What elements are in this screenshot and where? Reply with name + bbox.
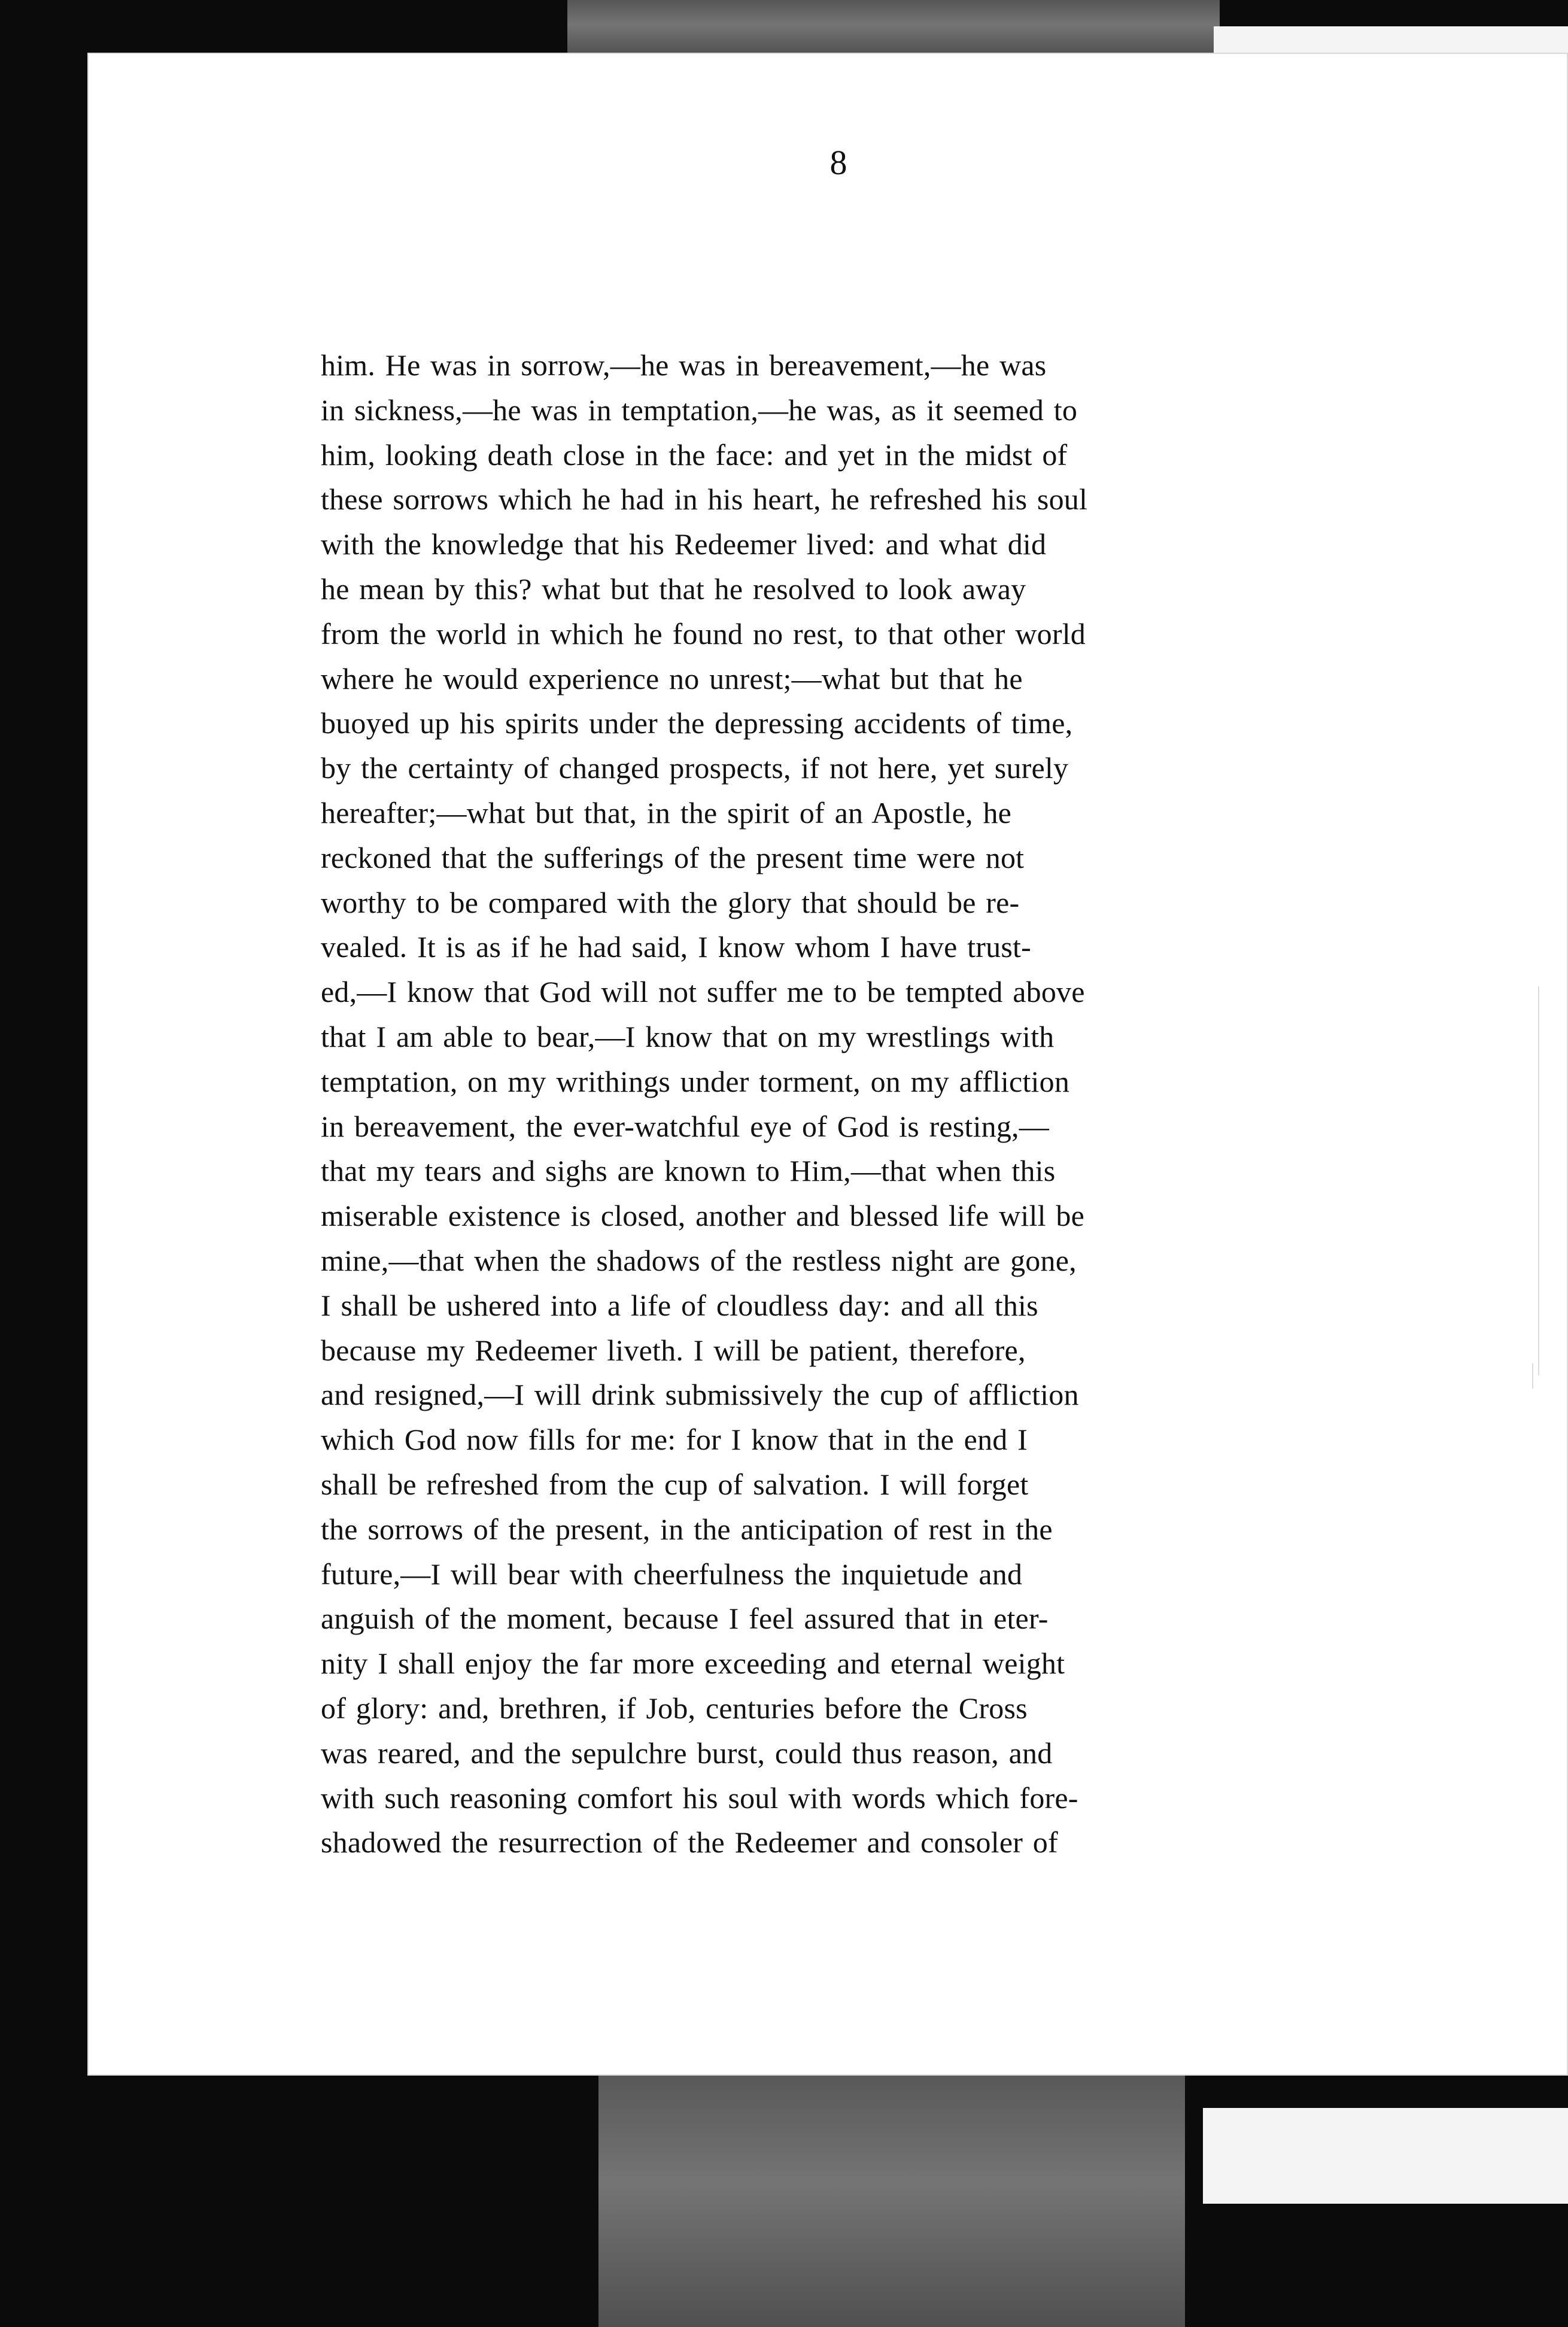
text-line: ed,—I know that God will not suffer me to be tempted above	[321, 975, 1085, 1009]
text-line: shall be refreshed from the cup of salvation. I will forget	[321, 1467, 1029, 1501]
text-line: by the certainty of changed prospects, if not here, yet surely	[321, 751, 1069, 785]
margin-mark	[1531, 986, 1539, 1375]
bottom-right-paper-tab	[1203, 2108, 1568, 2204]
text-line: him. He was in sorrow,—he was in bereavement,—he was	[321, 348, 1047, 382]
text-line: with the knowledge that his Redeemer lived: and what did	[321, 527, 1047, 561]
text-line: vealed. It is as if he had said, I know whom I have trust-	[321, 930, 1031, 964]
text-line: that my tears and sighs are known to Him,—that when this	[321, 1154, 1056, 1188]
text-line: that I am able to bear,—I know that on my wrestlings with	[321, 1019, 1055, 1053]
text-line: reckoned that the sufferings of the present time were not	[321, 840, 1025, 874]
text-line: shadowed the resurrection of the Redeemer and consoler of	[321, 1825, 1058, 1860]
bottom-scan-strip	[598, 2065, 1185, 2327]
text-line: and resigned,—I will drink submissively the cup of affliction	[321, 1378, 1079, 1412]
text-line: because my Redeemer liveth. I will be patient, therefore,	[321, 1333, 1026, 1367]
text-line: mine,—that when the shadows of the restless night are gone,	[321, 1243, 1077, 1277]
text-line: of glory: and, brethren, if Job, centuries before the Cross	[321, 1691, 1028, 1725]
text-line: future,—I will bear with cheerfulness the inquietude and	[321, 1557, 1023, 1591]
page-number: 8	[829, 143, 847, 182]
margin-mark	[1517, 1363, 1533, 1389]
text-line: miserable existence is closed, another and blessed life will be	[321, 1199, 1084, 1233]
text-line: these sorrows which he had in his heart, he refreshed his soul	[321, 482, 1088, 517]
text-line: in bereavement, the ever-watchful eye of God is resting,—	[321, 1109, 1049, 1143]
text-line: I shall be ushered into a life of cloudless day: and all this	[321, 1288, 1038, 1322]
text-line: the sorrows of the present, in the anticipation of rest in the	[321, 1512, 1053, 1546]
text-line: nity I shall enjoy the far more exceeding and eternal weight	[321, 1646, 1065, 1681]
text-line: worthy to be compared with the glory that should be re-	[321, 885, 1020, 919]
top-scan-strip	[567, 0, 1220, 55]
text-line: hereafter;—what but that, in the spirit of an Apostle, he	[321, 795, 1012, 830]
text-line: anguish of the moment, because I feel assured that in eter-	[321, 1602, 1049, 1636]
text-line: he mean by this? what but that he resolved to look away	[321, 572, 1026, 606]
body-text	[321, 343, 1329, 1865]
text-line: buoyed up his spirits under the depressing accidents of time,	[321, 706, 1073, 740]
text-line: in sickness,—he was in temptation,—he was, as it seemed to	[321, 393, 1078, 427]
text-line: him, looking death close in the face: and yet in the midst of	[321, 438, 1068, 472]
text-line: from the world in which he found no rest, to that other world	[321, 616, 1086, 651]
text-line: where he would experience no unrest;—what but that he	[321, 661, 1023, 695]
document-page	[87, 53, 1568, 2076]
text-line: temptation, on my writhings under torment, on my affliction	[321, 1064, 1070, 1098]
text-line: which God now fills for me: for I know that in the end I	[321, 1423, 1028, 1457]
text-line: with such reasoning comfort his soul with words which fore-	[321, 1781, 1078, 1815]
text-line: was reared, and the sepulchre burst, could thus reason, and	[321, 1736, 1053, 1770]
